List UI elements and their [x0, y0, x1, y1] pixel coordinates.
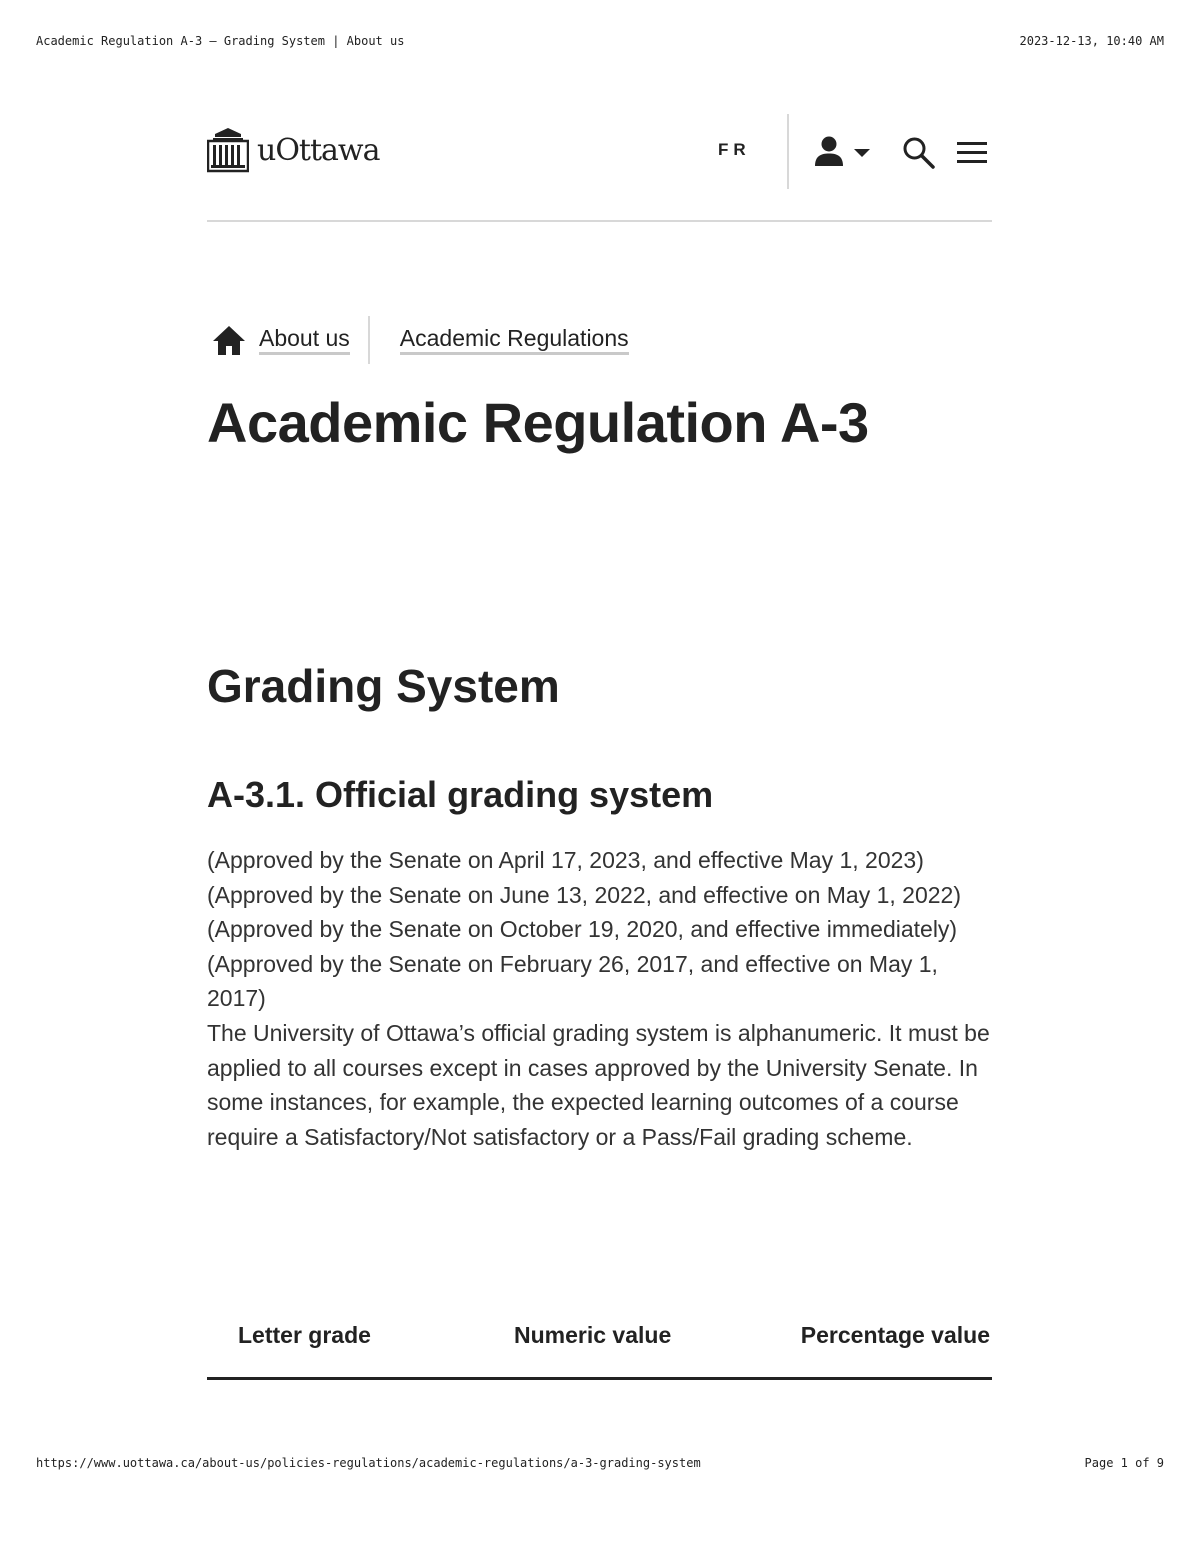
- grading-description: The University of Ottawa’s official grading system is alphanumeric. It must be applied to all courses except in cases approved by the University Senate. In some instances, for example, the expected learning outcomes of a course require a Satisfactory/Not satisfactory or a Pass/Fail grading scheme.: [207, 1019, 990, 1150]
- print-header-title: Academic Regulation A-3 – Grading System | About us: [36, 34, 405, 48]
- column-header-percentage-value: Percentage value: [764, 1306, 992, 1378]
- menu-icon: [957, 142, 987, 163]
- site-header: [207, 112, 992, 222]
- uottawa-building-icon: [207, 126, 249, 174]
- chevron-down-icon: [854, 149, 870, 157]
- page-title: Academic Regulation A-3: [207, 391, 869, 454]
- home-icon[interactable]: [211, 323, 247, 357]
- breadcrumb-link-academic-regulations[interactable]: Academic Regulations: [400, 325, 629, 355]
- breadcrumb: [207, 316, 629, 364]
- menu-button[interactable]: [955, 136, 989, 170]
- print-header: [36, 34, 1164, 48]
- breadcrumb-divider: [368, 316, 370, 364]
- print-footer: [36, 1456, 1164, 1470]
- approval-note: (Approved by the Senate on June 13, 2022, and effective on May 1, 2022): [207, 881, 961, 908]
- print-footer-url: https://www.uottawa.ca/about-us/policies-regulations/academic-regulations/a-3-grading-system: [36, 1456, 701, 1470]
- logo-text: uOttawa: [257, 132, 380, 168]
- body-text: [207, 843, 992, 1154]
- approval-note: (Approved by the Senate on February 26, 2017, and effective on May 1, 2017): [207, 950, 938, 1012]
- search-icon: [905, 139, 933, 167]
- table-header-row: [207, 1306, 992, 1378]
- section-title: Grading System: [207, 660, 560, 712]
- approval-note: (Approved by the Senate on October 19, 2020, and effective immediately): [207, 916, 958, 943]
- grade-table: [207, 1306, 992, 1380]
- user-menu-button[interactable]: [813, 136, 877, 168]
- logo-link[interactable]: [207, 126, 379, 174]
- approval-note: (Approved by the Senate on April 17, 2023, and effective May 1, 2023): [207, 847, 924, 873]
- column-header-letter-grade: Letter grade: [207, 1306, 484, 1378]
- subsection-title: A-3.1. Official grading system: [207, 774, 714, 815]
- print-header-datetime: 2023-12-13, 10:40 AM: [1019, 34, 1164, 48]
- column-header-numeric-value: Numeric value: [484, 1306, 764, 1378]
- breadcrumb-link-about-us[interactable]: About us: [259, 325, 350, 355]
- language-toggle[interactable]: FR: [718, 140, 751, 159]
- user-icon: [815, 137, 843, 167]
- print-footer-page: Page 1 of 9: [1084, 1456, 1164, 1470]
- header-divider: [787, 114, 789, 189]
- search-button[interactable]: [902, 136, 936, 170]
